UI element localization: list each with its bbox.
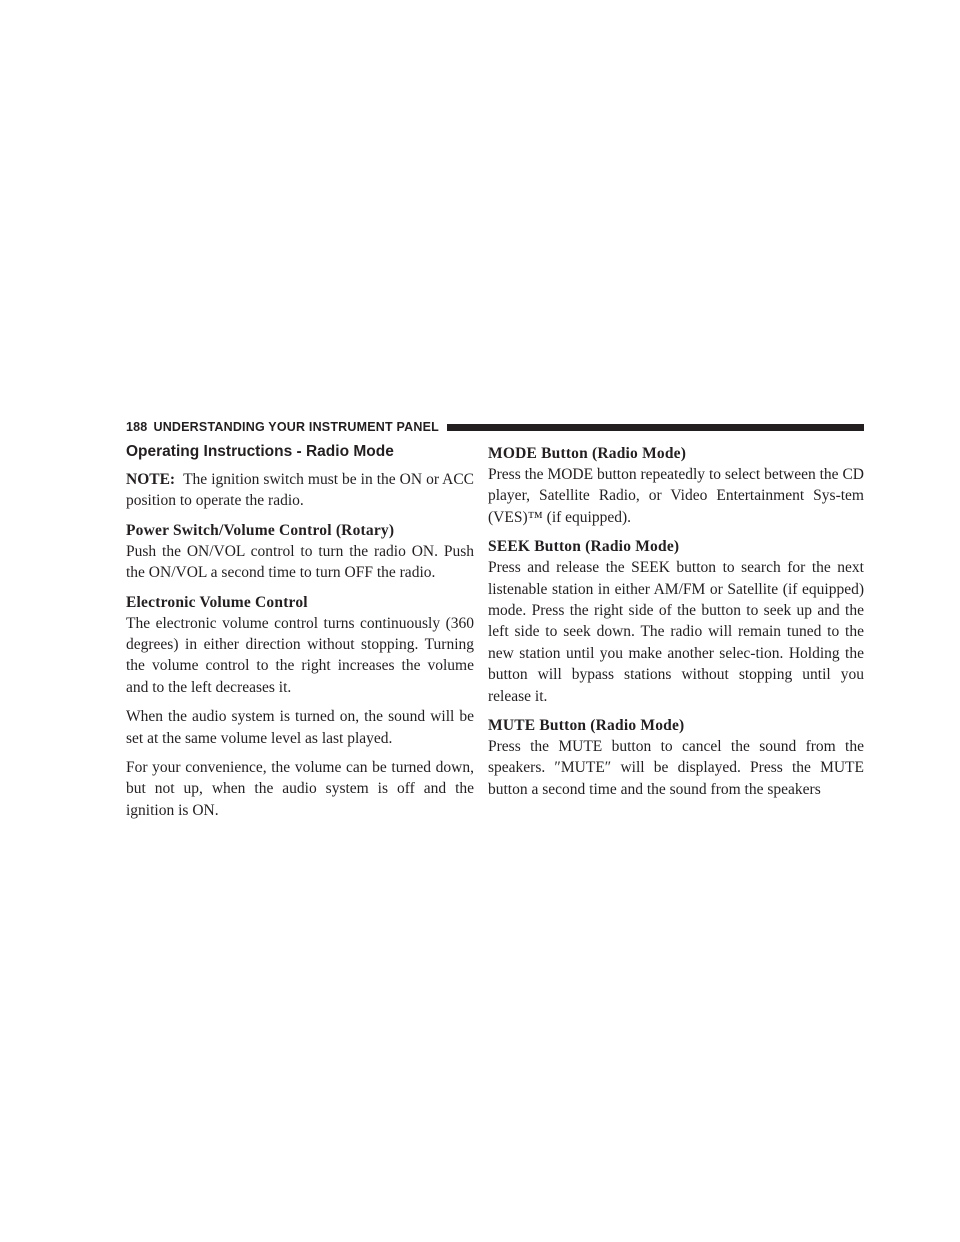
- power-switch-text: Push the ON/VOL control to turn the radio ON. Push the ON/VOL a second time to turn OFF the radio.: [126, 542, 474, 582]
- seek-button-text: Press and release the SEEK button to search for the next listenable station in either AM/FM or Satellite (if equipped) mode. Press the right side of the button to seek up and the left side to seek down. The radio will remain tuned to the new station until you make another selec-tion. Holding the button will bypass stations without stopping until you release it.: [488, 559, 864, 705]
- mode-button-block: [488, 443, 864, 528]
- left-column: [126, 441, 474, 829]
- electronic-volume-heading: Electronic Volume Control: [126, 593, 308, 611]
- electronic-volume-text: The electronic volume control turns continuously (360 degrees) in either direction without stopping. Turning the volume control to the right increases the volume and to the left decreases it.: [126, 614, 474, 696]
- mode-button-heading: MODE Button (Radio Mode): [488, 445, 687, 462]
- mute-button-heading: MUTE Button (Radio Mode): [488, 717, 685, 735]
- seek-button-block: [488, 536, 864, 707]
- note-label: NOTE:: [126, 471, 176, 488]
- mute-button-block: [488, 715, 864, 800]
- chapter-title: UNDERSTANDING YOUR INSTRUMENT PANEL: [153, 420, 439, 434]
- running-header: [126, 418, 864, 436]
- electronic-volume-block: [126, 592, 474, 699]
- power-switch-heading: Power Switch/Volume Control (Rotary): [126, 521, 395, 539]
- mode-button-text: Press the MODE button repeatedly to select between the CD player, Satellite Radio, or Video Entertainment Sys-tem (VES)™ (if equipped).: [488, 466, 864, 526]
- volume-convenience-paragraph: For your convenience, the volume can be turned down, but not up, when the audio system is off and the ignition is ON.: [126, 759, 474, 819]
- mute-button-text: Press the MUTE button to cancel the sound from the speakers. ″MUTE″ will be displayed. Press the MUTE button a second time and the sound from the speakers: [488, 738, 864, 798]
- page-number: 188: [126, 420, 148, 434]
- right-column: [488, 443, 864, 808]
- note-text: The ignition switch must be in the ON or ACC position to operate the radio.: [126, 471, 474, 510]
- note-paragraph: [126, 469, 474, 512]
- header-rule: [447, 424, 864, 431]
- seek-button-heading: SEEK Button (Radio Mode): [488, 538, 680, 556]
- section-title: Operating Instructions - Radio Mode: [126, 443, 394, 460]
- volume-level-paragraph: When the audio system is turned on, the sound will be set at the same volume level as last played.: [126, 708, 474, 747]
- power-switch-block: [126, 520, 474, 584]
